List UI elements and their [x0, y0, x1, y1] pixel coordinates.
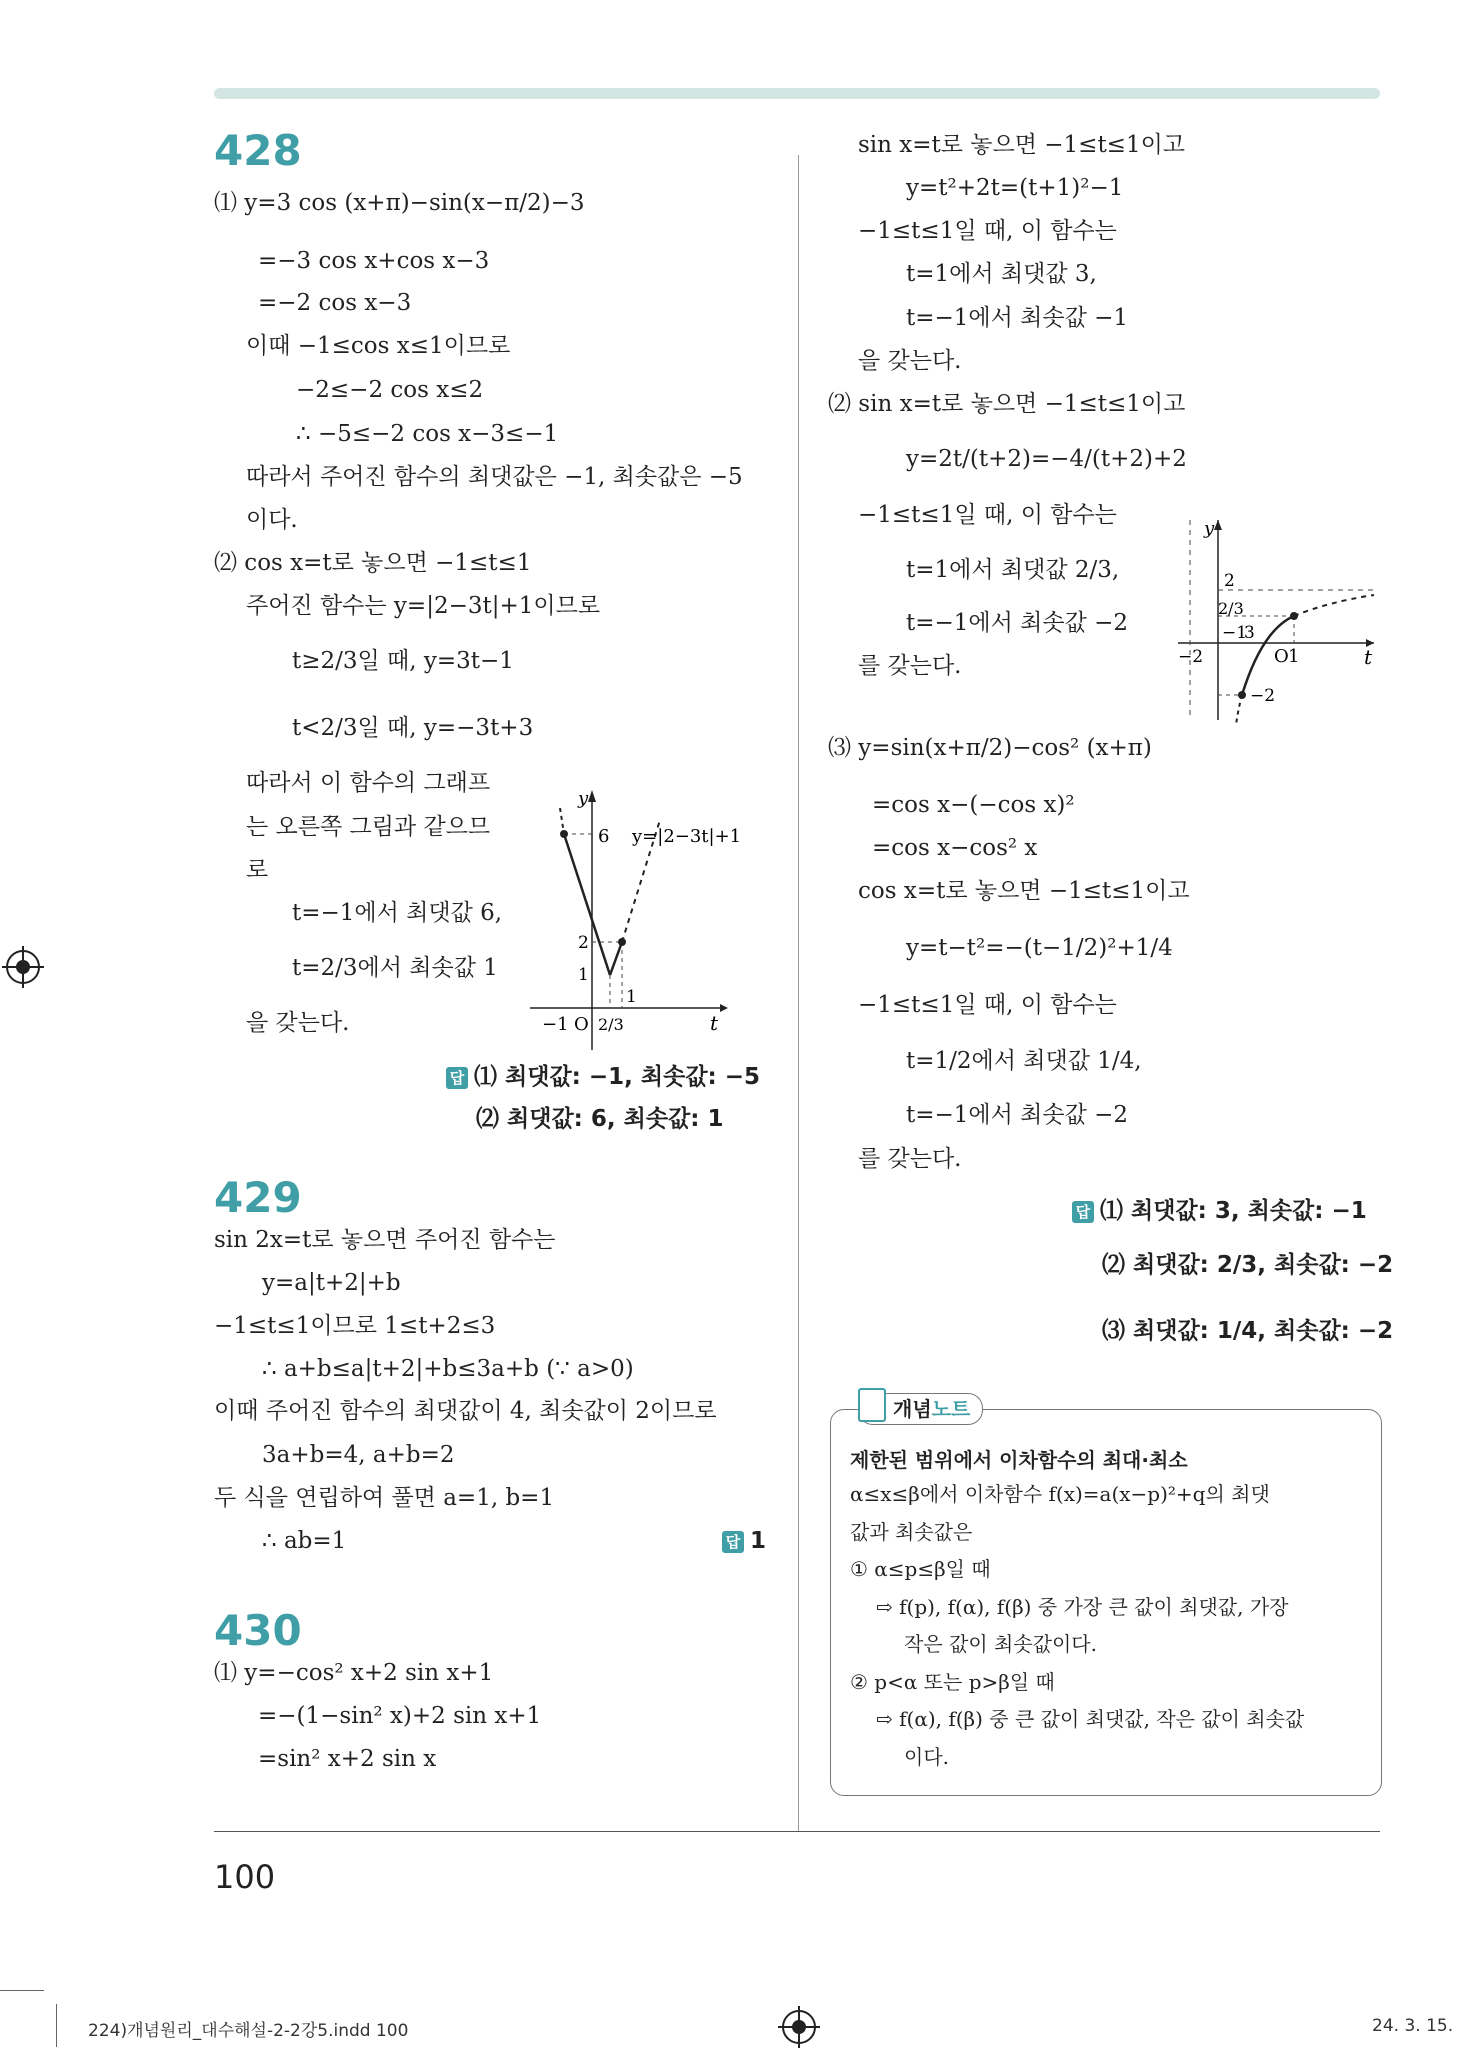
- solution-line: ∴ a+b≤a|t+2|+b≤3a+b (∵ a>0): [262, 1356, 634, 1382]
- g1-tick-1r: 1: [626, 987, 637, 1007]
- answer-badge: 답: [722, 1531, 744, 1553]
- answer-text: ⑶ 최댓값: 1/4, 최솟값: −2: [1102, 1318, 1394, 1344]
- note-line: 값과 최솟값은: [850, 1520, 973, 1544]
- crop-mark: [0, 1990, 44, 1991]
- solution-line: =cos x−cos² x: [872, 835, 1038, 861]
- g1-eq: y=|2−3t|+1: [632, 826, 742, 847]
- solution-line: =−(1−sin² x)+2 sin x+1: [258, 1703, 542, 1729]
- solution-line: =sin² x+2 sin x: [258, 1746, 437, 1772]
- answer-line: [476, 1100, 723, 1133]
- answer-text: ⑵ 최댓값: 6, 최솟값: 1: [476, 1106, 724, 1132]
- solution-line: 로: [246, 857, 269, 883]
- solution-line: 를 갖는다.: [858, 1146, 962, 1172]
- solution-line: 3a+b=4, a+b=2: [262, 1442, 455, 1468]
- footer-file: 224)개념원리_대수해설-2-2강5.indd 100: [88, 2021, 409, 2041]
- solution-line: ⑴ y=3 cos (x+π)−sin(x−π/2)−3: [214, 190, 585, 216]
- solution-line: −1≤t≤1일 때, 이 함수는: [858, 502, 1117, 528]
- solution-line: y=t−t²=−(t−1/2)²+1/4: [906, 935, 1173, 961]
- solution-line: t=1/2에서 최댓값 1/4,: [906, 1048, 1142, 1074]
- g1-tick-23: 2/3: [598, 1015, 624, 1034]
- solution-line: t=−1에서 최댓값 6,: [292, 900, 503, 926]
- g2-tick-3: 3: [1244, 623, 1255, 643]
- solution-line: ⑵ sin x=t로 놓으면 −1≤t≤1이고: [828, 391, 1186, 417]
- note-line: ⇨ f(p), f(α), f(β) 중 가장 큰 값이 최댓값, 가장: [876, 1595, 1289, 1619]
- solution-line: ∴ ab=1: [262, 1528, 347, 1554]
- solution-line: t=−1에서 최솟값 −1: [906, 305, 1129, 331]
- solution-line: 을 갖는다.: [246, 1010, 350, 1036]
- g2-tick-2: 2: [1224, 571, 1235, 591]
- note-line: 이다.: [904, 1745, 949, 1769]
- problem-number: 428: [214, 126, 302, 175]
- graph-rational-function: [1178, 520, 1378, 730]
- answer-line: [1102, 1312, 1393, 1345]
- g2-tick-m2: −2: [1178, 647, 1204, 667]
- solution-line: 는 오른쪽 그림과 같으므: [246, 814, 491, 840]
- solution-line: t=1에서 최댓값 3,: [906, 261, 1097, 287]
- solution-line: 을 갖는다.: [858, 348, 962, 374]
- solution-line: =cos x−(−cos x)²: [872, 792, 1075, 818]
- registration-mark-bottom-icon: [782, 2010, 816, 2044]
- g2-x-label: t: [1364, 645, 1373, 669]
- g1-tick-2: 2: [578, 933, 589, 953]
- answer-line: [446, 1058, 760, 1091]
- answer-line: [1072, 1192, 1367, 1225]
- registration-mark-left-icon: [6, 950, 40, 984]
- problem-number: 430: [214, 1606, 302, 1655]
- g2-tick-23: 2/3: [1218, 599, 1244, 618]
- g1-tick-6: 6: [598, 826, 610, 847]
- problem-number: 429: [214, 1173, 302, 1222]
- solution-line: 두 식을 연립하여 풀면 a=1, b=1: [214, 1485, 555, 1511]
- solution-line: −1≤t≤1이므로 1≤t+2≤3: [214, 1313, 496, 1339]
- notepad-icon: [858, 1388, 886, 1422]
- solution-line: y=a|t+2|+b: [262, 1270, 401, 1296]
- solution-line: −2≤−2 cos x≤2: [296, 377, 484, 403]
- solution-line: 따라서 주어진 함수의 최댓값은 −1, 최솟값은 −5: [246, 464, 743, 490]
- solution-line: =−2 cos x−3: [258, 290, 412, 316]
- solution-line: cos x=t로 놓으면 −1≤t≤1이고: [858, 878, 1190, 904]
- answer-text: ⑴ 최댓값: −1, 최솟값: −5: [474, 1064, 761, 1090]
- g2-y-label: y: [1204, 520, 1215, 539]
- solution-line: ⑴ y=−cos² x+2 sin x+1: [214, 1660, 494, 1686]
- note-line: ② p<α 또는 p>β일 때: [850, 1670, 1055, 1694]
- solution-line: 이때 −1≤cos x≤1이므로: [246, 333, 511, 359]
- solution-line: 주어진 함수는 y=|2−3t|+1이므로: [246, 593, 601, 619]
- solution-line: 이다.: [246, 507, 298, 533]
- note-line: 작은 값이 최솟값이다.: [904, 1632, 1097, 1656]
- bottom-rule: [214, 1831, 1380, 1832]
- solution-line: 이때 주어진 함수의 최댓값이 4, 최솟값이 2이므로: [214, 1398, 717, 1424]
- graph-abs-function: [520, 780, 790, 1060]
- crop-mark: [56, 2004, 57, 2047]
- solution-line: t=−1에서 최솟값 −2: [906, 1102, 1129, 1128]
- g2-tick-m1: −1: [1222, 623, 1248, 643]
- column-divider: [798, 155, 799, 1831]
- solution-line: =−3 cos x+cos x−3: [258, 248, 490, 274]
- note-line: ⇨ f(α), f(β) 중 큰 값이 최댓값, 작은 값이 최솟값: [876, 1707, 1305, 1731]
- answer-line: [722, 1528, 766, 1554]
- solution-line: y=t²+2t=(t+1)²−1: [906, 175, 1124, 201]
- note-line: ① α≤p≤β일 때: [850, 1557, 991, 1581]
- g1-tick-1: 1: [578, 965, 589, 985]
- solution-line: ⑵ cos x=t로 놓으면 −1≤t≤1: [214, 550, 532, 576]
- answer-text: ⑴ 최댓값: 3, 최솟값: −1: [1100, 1198, 1367, 1224]
- note-tab-a: 개념: [893, 1397, 932, 1421]
- answer-badge: 답: [1072, 1201, 1094, 1223]
- g2-tick-1: 1: [1288, 646, 1300, 667]
- page-number: 100: [214, 1858, 276, 1896]
- g1-tick-m1: −1: [542, 1014, 569, 1035]
- solution-line: ⑶ y=sin(x+π/2)−cos² (x+π): [828, 735, 1152, 761]
- footer-date: 24. 3. 15.: [1372, 2016, 1454, 2036]
- g1-x-label: t: [710, 1011, 719, 1035]
- solution-line: 를 갖는다.: [858, 653, 962, 679]
- answer-line: [1102, 1246, 1393, 1279]
- answer-text: 1: [750, 1528, 767, 1554]
- note-line: α≤x≤β에서 이차함수 f(x)=a(x−p)²+q의 최댓: [850, 1482, 1270, 1506]
- solution-line: t=1에서 최댓값 2/3,: [906, 557, 1120, 583]
- solution-line: y=2t/(t+2)=−4/(t+2)+2: [906, 446, 1187, 472]
- solution-line: t=−1에서 최솟값 −2: [906, 610, 1129, 636]
- solution-line: ∴ −5≤−2 cos x−3≤−1: [296, 421, 559, 447]
- top-decor-bar: [214, 88, 1380, 99]
- g1-y-label: y: [578, 788, 589, 809]
- solution-line: −1≤t≤1일 때, 이 함수는: [858, 218, 1117, 244]
- solution-line: −1≤t≤1일 때, 이 함수는: [858, 992, 1117, 1018]
- solution-line: sin 2x=t로 놓으면 주어진 함수는: [214, 1227, 556, 1253]
- g2-origin: O: [1274, 646, 1289, 667]
- answer-text: ⑵ 최댓값: 2/3, 최솟값: −2: [1102, 1252, 1394, 1278]
- solution-line: sin x=t로 놓으면 −1≤t≤1이고: [858, 132, 1186, 158]
- g2-tick-m2b: −2: [1250, 686, 1276, 706]
- solution-line: t≥2/3일 때, y=3t−1: [292, 648, 514, 674]
- answer-badge: 답: [446, 1067, 468, 1089]
- solution-line: t<2/3일 때, y=−3t+3: [292, 715, 534, 741]
- note-heading: 제한된 범위에서 이차함수의 최대·최소: [850, 1448, 1188, 1472]
- g1-origin: O: [574, 1014, 589, 1035]
- solution-line: t=2/3에서 최솟값 1: [292, 955, 498, 981]
- note-tab-b: 노트: [931, 1397, 971, 1421]
- solution-line: 따라서 이 함수의 그래프: [246, 770, 491, 796]
